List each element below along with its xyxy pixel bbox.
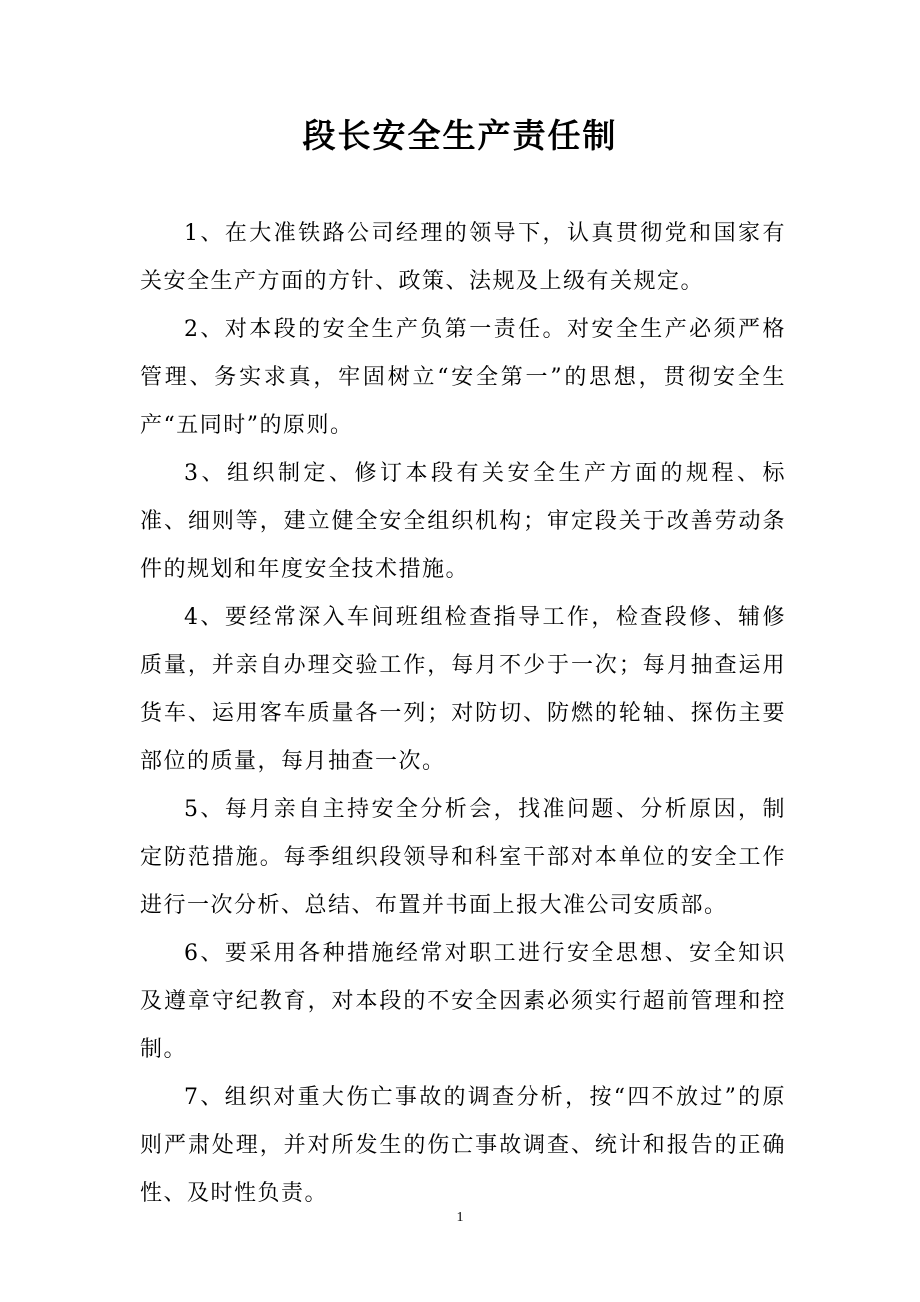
document-title: 段长安全生产责任制 bbox=[302, 116, 618, 155]
document-body bbox=[140, 210, 786, 1218]
paragraph-7: 7、组织对重大伤亡事故的调查分析，按“四不放过”的原则严肃处理，并对所发生的伤亡事故调查、统计和报告的正确性、及时性负责。 bbox=[140, 1085, 786, 1206]
paragraph-4: 4、要经常深入车间班组检查指导工作，检查段修、辅修质量，并亲自办理交验工作，每月不少于一次；每月抽查运用货车、运用客车质量各一列；对防切、防燃的轮轴、探伤主要部位的质量，每月抽查一次。 bbox=[140, 605, 786, 774]
page-number: 1 bbox=[456, 1210, 464, 1225]
paragraph-6: 6、要采用各种措施经常对职工进行安全思想、安全知识及遵章守纪教育，对本段的不安全因素必须实行超前管理和控制。 bbox=[140, 941, 786, 1062]
paragraph-3: 3、组织制定、修订本段有关安全生产方面的规程、标准、细则等，建立健全安全组织机构；审定段关于改善劳动条件的规划和年度安全技术措施。 bbox=[140, 461, 786, 582]
paragraph-1: 1、在大准铁路公司经理的领导下，认真贯彻党和国家有关安全生产方面的方针、政策、法规及上级有关规定。 bbox=[140, 221, 786, 294]
paragraph-2: 2、对本段的安全生产负第一责任。对安全生产必须严格管理、务实求真，牢固树立“安全第一”的思想，贯彻安全生产“五同时”的原则。 bbox=[140, 317, 786, 438]
paragraph-5: 5、每月亲自主持安全分析会，找准问题、分析原因，制定防范措施。每季组织段领导和科室干部对本单位的安全工作进行一次分析、总结、布置并书面上报大准公司安质部。 bbox=[140, 797, 786, 918]
